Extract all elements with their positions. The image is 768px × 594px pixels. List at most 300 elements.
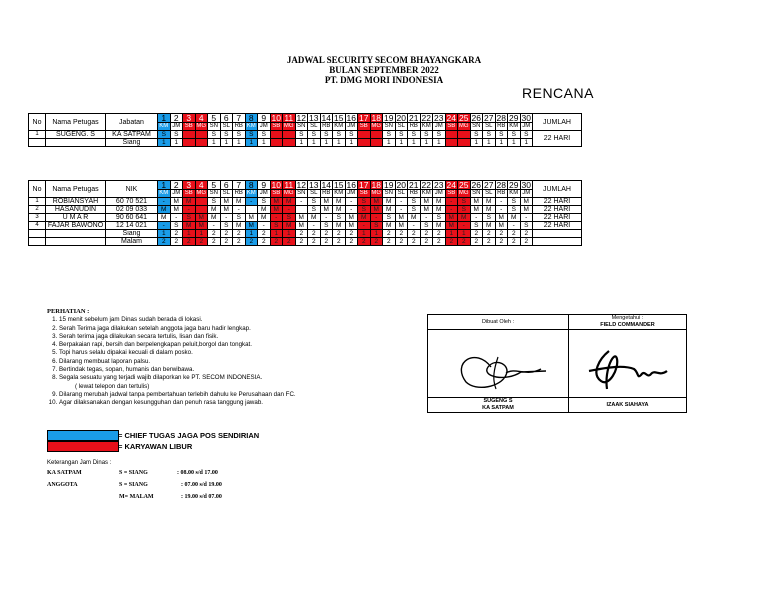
day-number-header: 27 bbox=[484, 180, 494, 190]
shift-cell: M bbox=[295, 214, 308, 222]
siang-count-cell: 1 bbox=[220, 139, 233, 147]
shift-cell: M bbox=[333, 222, 346, 230]
day-number-header: 14 bbox=[321, 180, 331, 190]
day-number-header: 29 bbox=[509, 113, 519, 123]
siang-count-cell: 1 bbox=[483, 139, 496, 147]
day-name-header: MG bbox=[458, 190, 469, 196]
title-line-1: JADWAL SECURITY SECOM BHAYANGKARA bbox=[286, 55, 482, 65]
day-number-header: 18 bbox=[371, 180, 381, 190]
siang-count-cell bbox=[183, 139, 196, 147]
shift-cell: S bbox=[320, 222, 333, 230]
siang-count-cell: 1 bbox=[433, 139, 446, 147]
ket-time: : 08.00 s/d 17.00 bbox=[177, 470, 218, 476]
shift-cell: - bbox=[245, 198, 258, 206]
total-days: 22 HARI bbox=[533, 206, 582, 214]
malam-count-cell: 2 bbox=[233, 238, 246, 246]
day-name-header: SB bbox=[445, 123, 458, 131]
day-number-header: 18 bbox=[371, 113, 381, 123]
day-number-header: 30 bbox=[521, 113, 531, 123]
shift-cell: S bbox=[345, 131, 358, 139]
siang-count-cell: 1 bbox=[245, 230, 258, 238]
col-total-header: JUMLAH bbox=[533, 114, 582, 131]
note-item: 4. Berpakaian rapi, bersih dan berpelengkapan peluit,borgol dan tongkat. bbox=[59, 341, 296, 349]
day-number-header: 10 bbox=[271, 180, 281, 190]
day-name-header: KM bbox=[159, 190, 169, 196]
shift-cell: - bbox=[270, 214, 283, 222]
siang-count-cell: 1 bbox=[295, 139, 308, 147]
row-number: 3 bbox=[29, 214, 46, 222]
shift-cell: S bbox=[220, 222, 233, 230]
table-row bbox=[29, 222, 582, 230]
day-number-header: 6 bbox=[220, 114, 233, 123]
malam-count-cell: 2 bbox=[383, 238, 396, 246]
siang-label: Siang bbox=[106, 139, 158, 147]
day-number-header: 29 bbox=[509, 180, 519, 190]
day-number-header: 25 bbox=[459, 113, 469, 123]
known-by-label: Mengetahui : bbox=[611, 315, 644, 321]
day-name-header: KM bbox=[334, 190, 344, 196]
shift-cell bbox=[195, 206, 208, 214]
day-number-header: 5 bbox=[208, 114, 221, 123]
left-name: SUGENG S bbox=[483, 398, 513, 404]
siang-count-cell: 1 bbox=[508, 139, 521, 147]
siang-count-cell: 1 bbox=[458, 230, 471, 238]
day-number-header: 10 bbox=[271, 113, 281, 123]
day-number-header: 17 bbox=[359, 180, 369, 190]
day-number-header: 30 bbox=[521, 180, 531, 190]
day-number-header: 19 bbox=[384, 113, 394, 123]
officer-role: KA SATPAM bbox=[106, 131, 158, 139]
shift-cell: S bbox=[208, 131, 221, 139]
day-name-header: SL bbox=[395, 190, 408, 198]
row-number: 4 bbox=[29, 222, 46, 230]
shift-cell: S bbox=[220, 131, 233, 139]
shift-cell: - bbox=[458, 222, 471, 230]
notes-title: PERHATIAN : bbox=[47, 308, 90, 315]
siang-count-cell: 2 bbox=[433, 230, 446, 238]
shift-cell: S bbox=[170, 222, 183, 230]
shift-cell: S bbox=[370, 222, 383, 230]
shift-cell: - bbox=[308, 222, 321, 230]
day-name-header: JM bbox=[258, 123, 271, 131]
shift-cell: M bbox=[420, 206, 433, 214]
day-number-header: 20 bbox=[396, 113, 406, 123]
siang-count-cell: 1 bbox=[158, 230, 171, 238]
siang-count-cell bbox=[195, 139, 208, 147]
shift-cell: M bbox=[245, 214, 258, 222]
day-number-header: 12 bbox=[296, 180, 306, 190]
note-item: 1. 15 menit sebelum jam Dinas sudah berada di lokasi. bbox=[59, 316, 296, 324]
anggota-schedule-table bbox=[28, 180, 582, 246]
officer-nik: 60 70 521 bbox=[106, 198, 158, 206]
shift-cell: S bbox=[508, 131, 521, 139]
left-role: KA SATPAM bbox=[482, 404, 514, 411]
table-row bbox=[29, 139, 582, 147]
shift-cell: S bbox=[520, 222, 533, 230]
day-name-header: SB bbox=[270, 190, 283, 198]
note-item: 9. Dilarang merubah jadwal tanpa pembertahuan terlebih dahulu ke Perusahaan dan FC. bbox=[59, 391, 296, 399]
shift-cell: M bbox=[395, 222, 408, 230]
note-item: 5. Topi harus selalu dipakai kecuali di dalam posko. bbox=[59, 349, 296, 357]
shift-cell: M bbox=[433, 206, 446, 214]
day-name-header: MG bbox=[196, 123, 207, 129]
shift-cell bbox=[295, 206, 308, 214]
malam-count-cell: 2 bbox=[508, 238, 521, 246]
row-number: 1 bbox=[29, 198, 46, 206]
shift-cell: M bbox=[195, 222, 208, 230]
table-row bbox=[29, 230, 582, 238]
shift-cell: S bbox=[295, 131, 308, 139]
shift-cell: S bbox=[458, 198, 471, 206]
siang-count-cell: 1 bbox=[520, 139, 533, 147]
shift-cell: M bbox=[508, 214, 521, 222]
siang-count-cell: 2 bbox=[383, 230, 396, 238]
malam-count-cell: 2 bbox=[408, 238, 421, 246]
shift-cell: S bbox=[433, 131, 446, 139]
siang-count-cell: 2 bbox=[333, 230, 346, 238]
siang-count-cell: 1 bbox=[320, 139, 333, 147]
day-name-header: MG bbox=[283, 190, 294, 196]
malam-count-cell: 2 bbox=[258, 238, 271, 246]
day-number-header: 4 bbox=[195, 114, 208, 123]
shift-cell: M bbox=[445, 222, 458, 230]
shift-cell: M bbox=[433, 198, 446, 206]
siang-count-cell: 1 bbox=[258, 139, 271, 147]
siang-count-cell: 1 bbox=[158, 139, 171, 147]
siang-count-cell: 2 bbox=[308, 230, 321, 238]
day-number-header: 6 bbox=[220, 181, 233, 190]
malam-count-cell: 2 bbox=[270, 238, 283, 246]
day-number-header: 4 bbox=[195, 181, 208, 190]
day-name-header: KM bbox=[421, 190, 431, 196]
siang-count-cell: 1 bbox=[283, 230, 296, 238]
day-name-header: KM bbox=[159, 123, 169, 129]
day-name-header: RB bbox=[320, 123, 333, 131]
day-name-header: JM bbox=[258, 190, 271, 198]
known-by-role: FIELD COMMANDER bbox=[600, 321, 655, 328]
signature-left-name bbox=[428, 397, 568, 412]
shift-cell: M bbox=[495, 222, 508, 230]
day-name-header: JM bbox=[520, 123, 533, 131]
malam-count-cell: 2 bbox=[220, 238, 233, 246]
shift-cell: S bbox=[420, 222, 433, 230]
day-number-header: 21 bbox=[409, 180, 419, 190]
day-name-header: RB bbox=[233, 190, 246, 198]
siang-count-cell: 2 bbox=[520, 230, 533, 238]
shift-cell: S bbox=[408, 198, 421, 206]
row-number: 1 bbox=[29, 131, 46, 139]
malam-count-cell: 2 bbox=[195, 238, 208, 246]
col-no-header: No bbox=[29, 114, 46, 131]
ket-time: : 07.00 s/d 19.00 bbox=[181, 482, 222, 488]
siang-count-cell: 2 bbox=[483, 230, 496, 238]
day-number-header: 2 bbox=[170, 114, 183, 123]
malam-count-cell: 2 bbox=[433, 238, 446, 246]
day-name-header: KM bbox=[334, 123, 344, 129]
shift-cell: M bbox=[208, 214, 221, 222]
siang-count-cell: 2 bbox=[470, 230, 483, 238]
day-number-header: 23 bbox=[434, 113, 444, 123]
siang-count-cell: 1 bbox=[345, 139, 358, 147]
malam-count-cell: 2 bbox=[445, 238, 458, 246]
day-name-header: JM bbox=[170, 123, 183, 131]
shift-cell: M bbox=[245, 222, 258, 230]
day-name-header: SN bbox=[208, 123, 221, 131]
blank-cell bbox=[29, 230, 46, 238]
siang-count-cell bbox=[270, 139, 283, 147]
shift-cell: M bbox=[345, 222, 358, 230]
day-name-header: MG bbox=[283, 123, 294, 129]
siang-count-cell: 1 bbox=[445, 230, 458, 238]
siang-count-cell: 1 bbox=[170, 139, 183, 147]
title-line-3: PT. DMG MORI INDONESIA bbox=[324, 75, 444, 85]
siang-count-cell: 1 bbox=[308, 139, 321, 147]
day-number-header: 13 bbox=[309, 113, 319, 123]
shift-cell: M bbox=[333, 198, 346, 206]
shift-cell: - bbox=[295, 198, 308, 206]
signature-right-image bbox=[579, 339, 679, 399]
shift-cell: M bbox=[395, 214, 408, 222]
malam-count-cell: 2 bbox=[345, 238, 358, 246]
officer-name: FAJAR BAWONO bbox=[46, 222, 106, 230]
shift-cell: S bbox=[508, 198, 521, 206]
signature-known-by bbox=[569, 315, 686, 412]
siang-count-cell: 2 bbox=[508, 230, 521, 238]
shift-cell: S bbox=[258, 198, 271, 206]
shift-cell: S bbox=[308, 198, 321, 206]
day-name-header: RB bbox=[495, 190, 508, 198]
legend-blue-swatch bbox=[47, 430, 119, 441]
day-name-header: SN bbox=[470, 123, 483, 131]
note-item: 2. Serah Terima jaga dilakukan setelah anggota jaga baru hadir lengkap. bbox=[59, 325, 296, 333]
shift-cell: - bbox=[258, 222, 271, 230]
siang-count-cell: 2 bbox=[295, 230, 308, 238]
shift-cell: M bbox=[283, 198, 296, 206]
note-item: 8. Segala sesuatu yang terjadi wajib dilaporkan ke PT. SECOM INDONESIA. bbox=[59, 374, 296, 382]
total-days: 22 HARI bbox=[533, 131, 582, 147]
ket-code: S = SIANG bbox=[119, 470, 148, 476]
day-name-header: SB bbox=[270, 123, 283, 131]
siang-count-cell: 2 bbox=[220, 230, 233, 238]
shift-cell: - bbox=[320, 214, 333, 222]
siang-count-cell: 1 bbox=[270, 230, 283, 238]
siang-count-cell: 1 bbox=[370, 230, 383, 238]
col-name-header: Nama Petugas bbox=[46, 114, 106, 131]
col-nik-header: NIK bbox=[106, 181, 158, 198]
malam-count-cell: 2 bbox=[495, 238, 508, 246]
malam-count-cell: 2 bbox=[358, 238, 371, 246]
shift-cell: S bbox=[520, 131, 533, 139]
shift-cell: M bbox=[458, 214, 471, 222]
shift-cell: - bbox=[158, 222, 171, 230]
signature-made-by bbox=[428, 315, 569, 412]
shift-cell bbox=[183, 131, 196, 139]
col-no-header: No bbox=[29, 181, 46, 198]
shift-cell: M bbox=[520, 206, 533, 214]
shift-cell: - bbox=[158, 198, 171, 206]
siang-count-cell bbox=[358, 139, 371, 147]
shift-cell bbox=[195, 131, 208, 139]
col-role-header: Jabatan bbox=[106, 114, 158, 131]
shift-cell: - bbox=[470, 214, 483, 222]
blank-cell bbox=[46, 238, 106, 246]
shift-cell: - bbox=[445, 198, 458, 206]
shift-cell: M bbox=[283, 222, 296, 230]
shift-cell: S bbox=[433, 214, 446, 222]
siang-count-cell: 1 bbox=[495, 139, 508, 147]
malam-count-cell: 2 bbox=[158, 238, 171, 246]
shift-cell: M bbox=[308, 214, 321, 222]
shift-cell: M bbox=[470, 206, 483, 214]
siang-label: Siang bbox=[106, 230, 158, 238]
table-row bbox=[29, 131, 582, 139]
shift-cell: - bbox=[395, 206, 408, 214]
shift-cell: - bbox=[420, 214, 433, 222]
shift-cell: M bbox=[170, 198, 183, 206]
day-name-header: KM bbox=[246, 190, 256, 196]
day-number-header: 26 bbox=[471, 180, 481, 190]
day-name-header: SN bbox=[295, 123, 308, 131]
shift-cell: S bbox=[508, 206, 521, 214]
day-name-header: KM bbox=[509, 123, 519, 129]
day-name-header: SN bbox=[208, 190, 221, 198]
shift-cell: M bbox=[483, 198, 496, 206]
shift-cell: M bbox=[483, 206, 496, 214]
malam-count-cell: 2 bbox=[245, 238, 258, 246]
siang-count-cell: 2 bbox=[258, 230, 271, 238]
shift-cell: S bbox=[183, 214, 196, 222]
day-name-header: SL bbox=[220, 123, 233, 131]
siang-count-cell: 2 bbox=[170, 230, 183, 238]
siang-count-cell: 1 bbox=[470, 139, 483, 147]
shift-cell: M bbox=[370, 206, 383, 214]
note-item: 3. Serah terima jaga dilakukan secara tertulis, lisan dan fisik. bbox=[59, 333, 296, 341]
notes-section bbox=[47, 308, 296, 408]
shift-cell: M bbox=[320, 206, 333, 214]
officer-name: SUGENG. S bbox=[46, 131, 106, 139]
shift-cell: S bbox=[233, 131, 246, 139]
day-number-header: 11 bbox=[284, 113, 294, 123]
malam-count-cell: 2 bbox=[208, 238, 221, 246]
shift-cell bbox=[195, 198, 208, 206]
shift-cell: M bbox=[408, 214, 421, 222]
shift-cell: - bbox=[233, 206, 246, 214]
day-name-header: JM bbox=[170, 190, 183, 198]
shift-cell: - bbox=[220, 214, 233, 222]
day-number-header: 11 bbox=[284, 180, 294, 190]
title-line-2: BULAN SEPTEMBER 2022 bbox=[329, 65, 439, 75]
day-number-header: 28 bbox=[496, 113, 506, 123]
siang-count-cell: 2 bbox=[495, 230, 508, 238]
shift-cell: S bbox=[158, 131, 171, 139]
malam-count-cell: 2 bbox=[520, 238, 533, 246]
siang-count-cell: 2 bbox=[420, 230, 433, 238]
ket-time: : 19.00 s/d 07.00 bbox=[181, 494, 222, 500]
malam-count-cell: 2 bbox=[320, 238, 333, 246]
col-name-header: Nama Petugas bbox=[46, 181, 106, 198]
shift-cell: - bbox=[358, 222, 371, 230]
day-number-header: 23 bbox=[434, 180, 444, 190]
siang-count-cell: 2 bbox=[408, 230, 421, 238]
shift-cell: M bbox=[383, 206, 396, 214]
officer-name: HASANUDIN bbox=[46, 206, 106, 214]
shift-cell: M bbox=[370, 198, 383, 206]
shift-cell: S bbox=[383, 214, 396, 222]
day-number-header: 26 bbox=[471, 113, 481, 123]
siang-count-cell: 2 bbox=[345, 230, 358, 238]
made-by-label: Dibuat Oleh : bbox=[428, 315, 568, 330]
shift-cell bbox=[245, 206, 258, 214]
shift-cell: S bbox=[333, 131, 346, 139]
blank-cell bbox=[533, 230, 582, 238]
legend-blue-label: = CHIEF TUGAS JAGA POS SENDIRIAN bbox=[118, 431, 260, 440]
officer-nik: 02 09 033 bbox=[106, 206, 158, 214]
note-item: 6. Dilarang membuat laporan palsu. bbox=[59, 358, 296, 366]
shift-cell: M bbox=[220, 206, 233, 214]
day-name-header: MG bbox=[196, 190, 207, 196]
day-number-header: 12 bbox=[296, 113, 306, 123]
blank-cell bbox=[533, 238, 582, 246]
shift-cell: - bbox=[183, 206, 196, 214]
shift-cell: S bbox=[208, 198, 221, 206]
malam-count-cell: 2 bbox=[395, 238, 408, 246]
siang-count-cell: 1 bbox=[245, 139, 258, 147]
officer-nik: 90 60 641 bbox=[106, 214, 158, 222]
shift-cell: S bbox=[283, 214, 296, 222]
day-number-header: 13 bbox=[309, 180, 319, 190]
day-name-header: RB bbox=[320, 190, 333, 198]
table-row bbox=[29, 238, 582, 246]
row-number: 2 bbox=[29, 206, 46, 214]
shift-cell: - bbox=[495, 206, 508, 214]
siang-count-cell: 1 bbox=[383, 139, 396, 147]
malam-count-cell: 2 bbox=[420, 238, 433, 246]
day-number-header: 19 bbox=[384, 180, 394, 190]
shift-cell: M bbox=[208, 206, 221, 214]
shift-cell: - bbox=[370, 214, 383, 222]
shift-cell: S bbox=[308, 131, 321, 139]
day-name-header: KM bbox=[421, 123, 431, 129]
malam-count-cell: 2 bbox=[170, 238, 183, 246]
day-number-header: 3 bbox=[183, 114, 196, 123]
siang-count-cell: 1 bbox=[358, 230, 371, 238]
ket-code: S = SIANG bbox=[119, 482, 148, 488]
day-name-header: SB bbox=[445, 190, 458, 198]
day-number-header: 17 bbox=[359, 113, 369, 123]
shift-cell: M bbox=[183, 222, 196, 230]
right-name: IZAAK SIAHAYA bbox=[569, 397, 686, 412]
shift-cell: M bbox=[383, 222, 396, 230]
total-days: 22 HARI bbox=[533, 198, 582, 206]
day-number-header: 14 bbox=[321, 113, 331, 123]
day-name-header: SN bbox=[295, 190, 308, 198]
signature-left-image bbox=[446, 337, 556, 397]
shift-cell: S bbox=[358, 198, 371, 206]
siang-count-cell bbox=[445, 139, 458, 147]
shift-cell: S bbox=[233, 214, 246, 222]
day-name-header: JM bbox=[433, 123, 446, 131]
shift-cell: M bbox=[258, 214, 271, 222]
day-number-header: 1 bbox=[158, 181, 171, 190]
day-name-header: JM bbox=[345, 190, 358, 198]
day-name-header: RB bbox=[495, 123, 508, 131]
day-name-header: SL bbox=[220, 190, 233, 198]
day-number-header: 25 bbox=[459, 180, 469, 190]
shift-cell bbox=[445, 131, 458, 139]
shift-cell: M bbox=[445, 214, 458, 222]
siang-count-cell bbox=[458, 139, 471, 147]
shift-cell bbox=[370, 131, 383, 139]
